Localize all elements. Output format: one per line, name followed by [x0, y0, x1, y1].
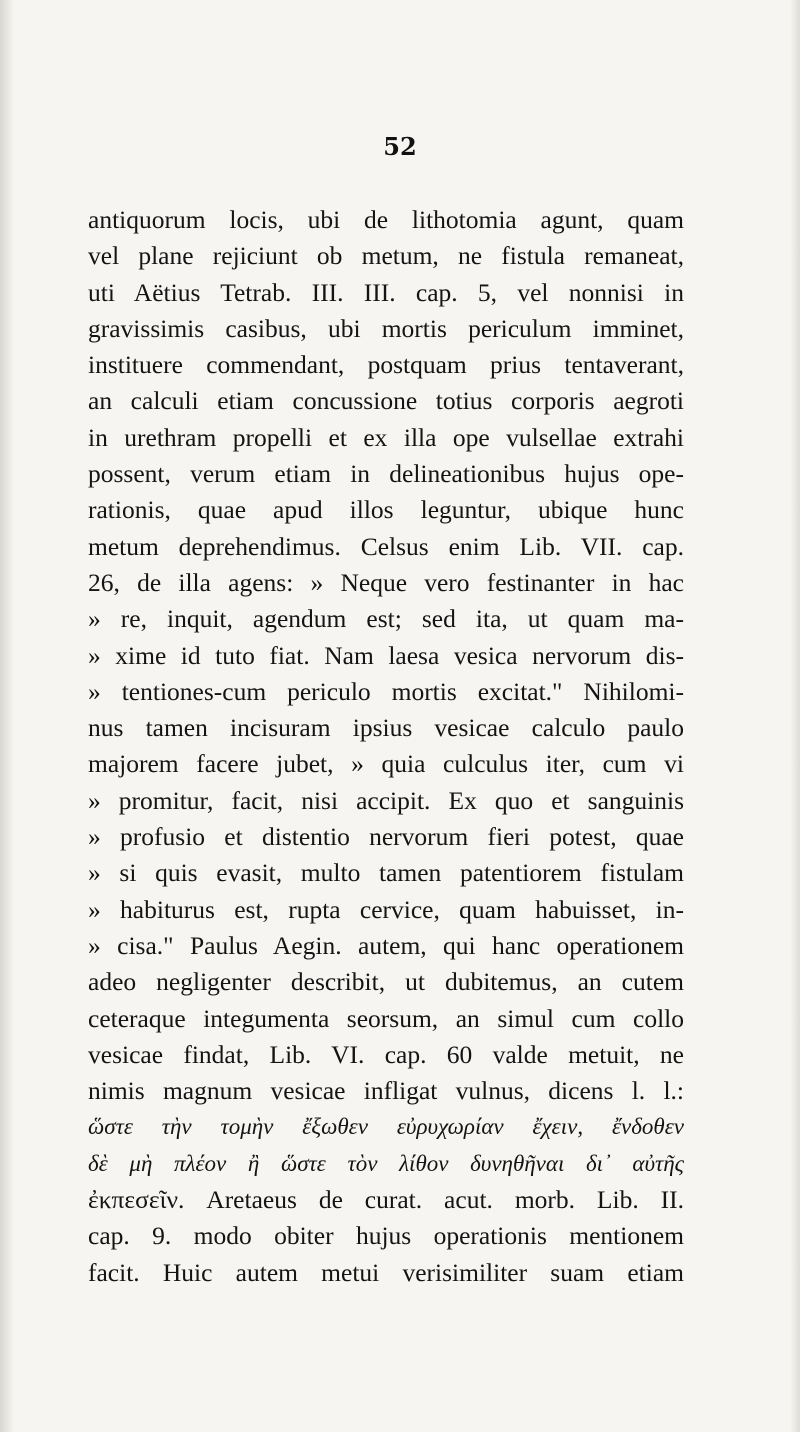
- text-line: 26, de illa agens: » Neque vero festinanter in hac: [88, 567, 684, 597]
- text-line: vel plane rejiciunt ob metum, ne fistula remaneat,: [88, 241, 684, 271]
- text-line: vesicae findat, Lib. VI. cap. 60 valde metuit, ne: [88, 1039, 684, 1069]
- text-line: ceteraque integumenta seorsum, an simul cum collo: [88, 1003, 684, 1033]
- text-line: » xime id tuto fiat. Nam laesa vesica nervorum dis-: [88, 640, 684, 670]
- text-line: » re, inquit, agendum est; sed ita, ut quam ma-: [88, 604, 684, 634]
- text-line: » habiturus est, rupta cervice, quam habuisset, in-: [88, 894, 684, 924]
- text-line: instituere commendant, postquam prius tentaverant,: [88, 350, 684, 380]
- text-line: » si quis evasit, multo tamen patentiorem fistulam: [88, 858, 684, 888]
- text-line: majorem facere jubet, » quia culculus iter, cum vi: [88, 749, 684, 779]
- text-line: » profusio et distentio nervorum fieri potest, quae: [88, 822, 684, 852]
- page-edge-shadow-right: [790, 0, 800, 1432]
- text-line: possent, verum etiam in delineationibus hujus ope-: [88, 459, 684, 489]
- text-line: adeo negligenter describit, ut dubitemus, an cutem: [88, 967, 684, 997]
- text-line: » promitur, facit, nisi accipit. Ex quo et sanguinis: [88, 785, 684, 815]
- text-line: facit. Huic autem metui verisimiliter suam etiam: [88, 1257, 684, 1287]
- text-line: gravissimis casibus, ubi mortis periculum imminet,: [88, 313, 684, 343]
- text-line: rationis, quae apud illos leguntur, ubique hunc: [88, 495, 684, 525]
- text-line: » tentiones-cum periculo mortis excitat." Nihilomi-: [88, 676, 684, 706]
- text-line: antiquorum locis, ubi de lithotomia agunt, quam: [88, 205, 684, 234]
- text-line: ἐκπεσεῖν. Aretaeus de curat. acut. morb. Lib. II.: [88, 1185, 684, 1215]
- page-edge-shadow-left: [0, 0, 14, 1432]
- text-line: nus tamen incisuram ipsius vesicae calculo paulo: [88, 713, 684, 743]
- text-line: nimis magnum vesicae infligat vulnus, dicens l. l.:: [88, 1076, 684, 1106]
- text-line: » cisa." Paulus Aegin. autem, qui hanc operationem: [88, 930, 684, 960]
- greek-quote-line: δὲ μὴ πλέον ἢ ὥστε τὸν λίθον δυνηθῆναι δι᾽ αὐτῆς: [88, 1150, 684, 1176]
- text-line: metum deprehendimus. Celsus enim Lib. VII. cap.: [88, 531, 684, 561]
- text-line: in urethram propelli et ex illa ope vulsellae extrahi: [88, 422, 684, 452]
- text-line: uti Aëtius Tetrab. III. III. cap. 5, vel nonnisi in: [88, 277, 684, 307]
- text-line: cap. 9. modo obiter hujus operationis mentionem: [88, 1221, 684, 1251]
- page-number: 52: [383, 132, 417, 161]
- greek-quote-line: ὥστε τὴν τομὴν ἔξωθεν εὐρυχωρίαν ἔχειν, ἔνδοθεν: [88, 1114, 684, 1140]
- text-line: an calculi etiam concussione totius corporis aegroti: [88, 386, 684, 416]
- body-text: [88, 202, 684, 1291]
